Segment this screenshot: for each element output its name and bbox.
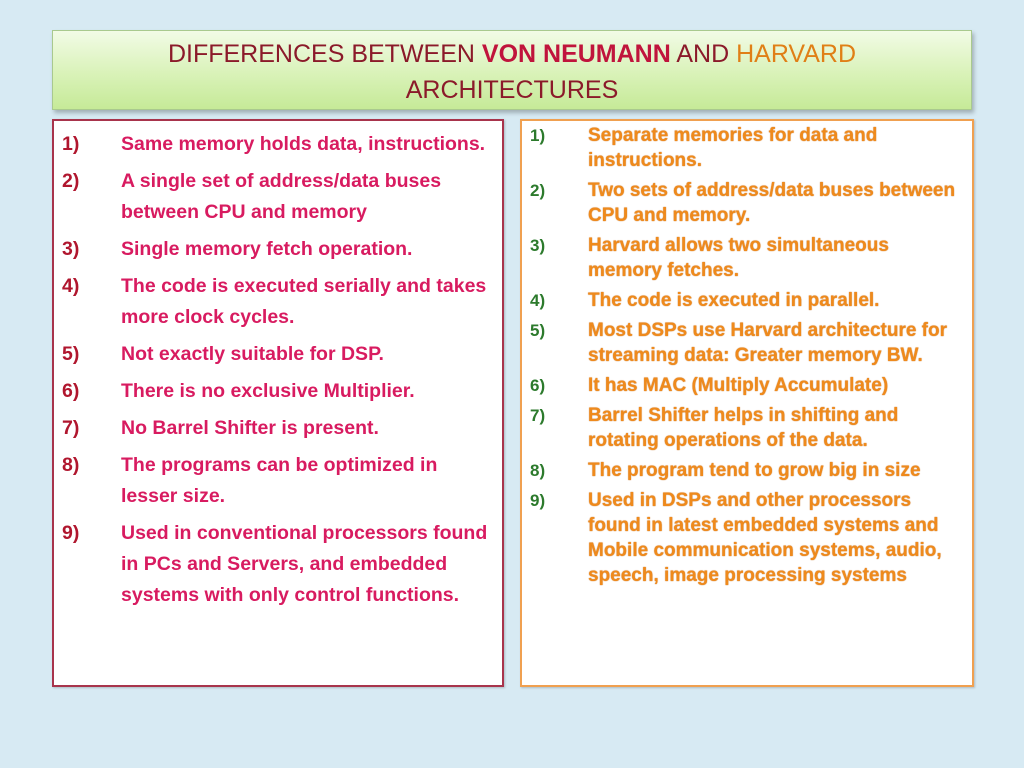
- item-text: A single set of address/data buses between CPU and memory: [121, 170, 442, 223]
- item-text: Used in DSPs and other processors found in latest embedded systems and Mobile communication systems, audio, speech, image processing systems: [588, 490, 942, 586]
- item-number: 8): [530, 461, 546, 480]
- list-item: [62, 518, 492, 611]
- item-number: 6): [530, 376, 546, 395]
- item-number: 1): [62, 133, 80, 155]
- item-number: 5): [62, 343, 80, 365]
- slide-title: [52, 30, 972, 110]
- item-text: Most DSPs use Harvard architecture for streaming data: Greater memory BW.: [588, 320, 948, 366]
- von-neumann-column: [52, 119, 504, 687]
- list-item: [530, 403, 962, 453]
- item-text: The programs can be optimized in lesser size.: [121, 454, 438, 507]
- item-text: The program tend to grow big in size: [588, 460, 921, 481]
- title-line-2: ARCHITECTURES: [405, 76, 619, 104]
- von-neumann-list: [62, 129, 492, 611]
- list-item: [62, 413, 492, 444]
- list-item: [530, 288, 962, 313]
- list-item: [530, 178, 962, 228]
- item-text: Not exactly suitable for DSP.: [121, 343, 384, 365]
- title-von-neumann: VON NEUMANN: [481, 40, 671, 68]
- list-item: [530, 373, 962, 398]
- list-item: [530, 123, 962, 173]
- harvard-list: [530, 123, 962, 588]
- list-item: [62, 129, 492, 160]
- list-item: [530, 318, 962, 368]
- item-number: 4): [530, 291, 546, 310]
- item-text: Separate memories for data and instructions.: [588, 125, 878, 171]
- item-text: The code is executed serially and takes more clock cycles.: [121, 275, 487, 328]
- item-text: Used in conventional processors found in PCs and Servers, and embedded systems with only control functions.: [121, 522, 488, 606]
- item-number: 3): [530, 236, 546, 255]
- item-number: 6): [62, 380, 80, 402]
- list-item: [530, 458, 962, 483]
- item-text: Single memory fetch operation.: [121, 238, 413, 260]
- list-item: [62, 376, 492, 407]
- item-text: There is no exclusive Multiplier.: [121, 380, 415, 402]
- title-text-prefix: DIFFERENCES BETWEEN: [167, 40, 482, 68]
- item-number: 7): [530, 406, 546, 425]
- item-number: 9): [530, 491, 546, 510]
- item-number: 9): [62, 522, 80, 544]
- item-number: 2): [62, 170, 80, 192]
- item-number: 5): [530, 321, 546, 340]
- item-number: 8): [62, 454, 80, 476]
- list-item: [62, 234, 492, 265]
- item-text: Barrel Shifter helps in shifting and rotating operations of the data.: [588, 405, 899, 451]
- list-item: [62, 450, 492, 512]
- item-text: It has MAC (Multiply Accumulate): [588, 375, 889, 396]
- item-number: 4): [62, 275, 80, 297]
- item-text: The code is executed in parallel.: [588, 290, 880, 311]
- item-text: Two sets of address/data buses between CPU and memory.: [588, 180, 956, 226]
- item-text: No Barrel Shifter is present.: [121, 417, 379, 439]
- list-item: [530, 233, 962, 283]
- list-item: [62, 339, 492, 370]
- list-item: [62, 271, 492, 333]
- list-item: [530, 488, 962, 588]
- title-harvard: HARVARD: [736, 40, 857, 68]
- item-number: 1): [530, 126, 546, 145]
- item-text: Same memory holds data, instructions.: [121, 133, 486, 155]
- list-item: [62, 166, 492, 228]
- item-number: 7): [62, 417, 80, 439]
- item-number: 2): [530, 181, 546, 200]
- item-text: Harvard allows two simultaneous memory fetches.: [588, 235, 889, 281]
- title-line-1: [53, 36, 971, 72]
- harvard-column: [520, 119, 974, 687]
- title-text-and: AND: [670, 40, 737, 68]
- item-number: 3): [62, 238, 80, 260]
